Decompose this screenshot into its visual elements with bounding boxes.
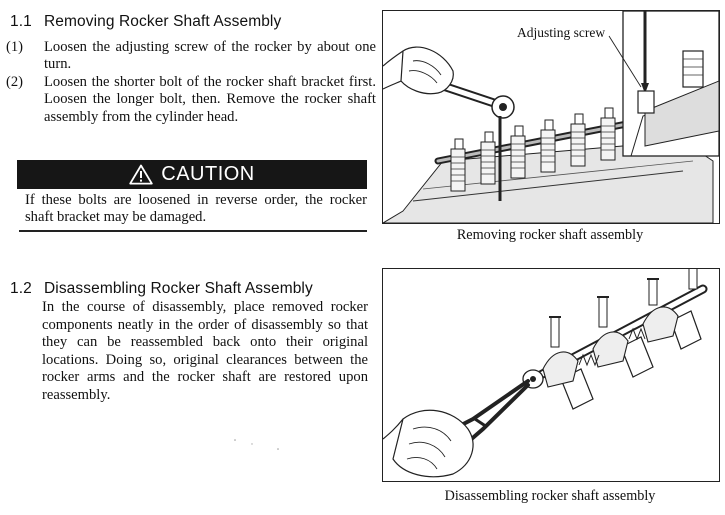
engine-illustration	[383, 11, 719, 223]
section-heading-1-1	[10, 13, 281, 31]
step-text: Loosen the adjusting screw of the rocker by about one turn.	[44, 39, 376, 73]
warning-triangle-icon	[129, 164, 153, 185]
step-1	[6, 39, 376, 75]
figure-removing-rocker-shaft	[382, 10, 720, 224]
section-title: Disassembling Rocker Shaft Assembly	[44, 280, 313, 297]
step-text: Loosen the shorter bolt of the rocker shaft bracket first. Loosen the longer bolt, then. Remove the rocker shaft assembly from the cylinder head.	[44, 74, 376, 125]
figure-disassembling-rocker-shaft	[382, 268, 720, 482]
callout-adjusting-screw: Adjusting screw	[517, 25, 606, 40]
section-title: Removing Rocker Shaft Assembly	[44, 13, 282, 30]
section-2-paragraph: In the course of disassembly, place removed rocker components neatly in the order of disassembly so that they can be reassembled back onto their original locations. Doing so, original clearances between the rocker arms and the rocker shaft are restored upon reassembly.	[42, 299, 368, 403]
rocker-shaft-illustration	[383, 269, 719, 481]
figure-2-caption: Disassembling rocker shaft assembly	[444, 488, 656, 504]
caution-title: CAUTION	[161, 163, 255, 185]
step-2	[6, 74, 376, 128]
figure-1-caption: Removing rocker shaft assembly	[456, 227, 644, 243]
step-marker: (1)	[6, 39, 24, 55]
caution-banner	[17, 160, 367, 189]
section-heading-1-2	[10, 280, 313, 298]
section-number: 1.1	[10, 13, 32, 30]
caution-text: If these bolts are loosened in reverse order, the rocker shaft bracket may be damaged.	[25, 192, 367, 225]
section-number: 1.2	[10, 280, 32, 297]
scan-artifact	[230, 435, 290, 455]
step-marker: (2)	[6, 74, 24, 90]
caution-divider	[19, 230, 367, 232]
